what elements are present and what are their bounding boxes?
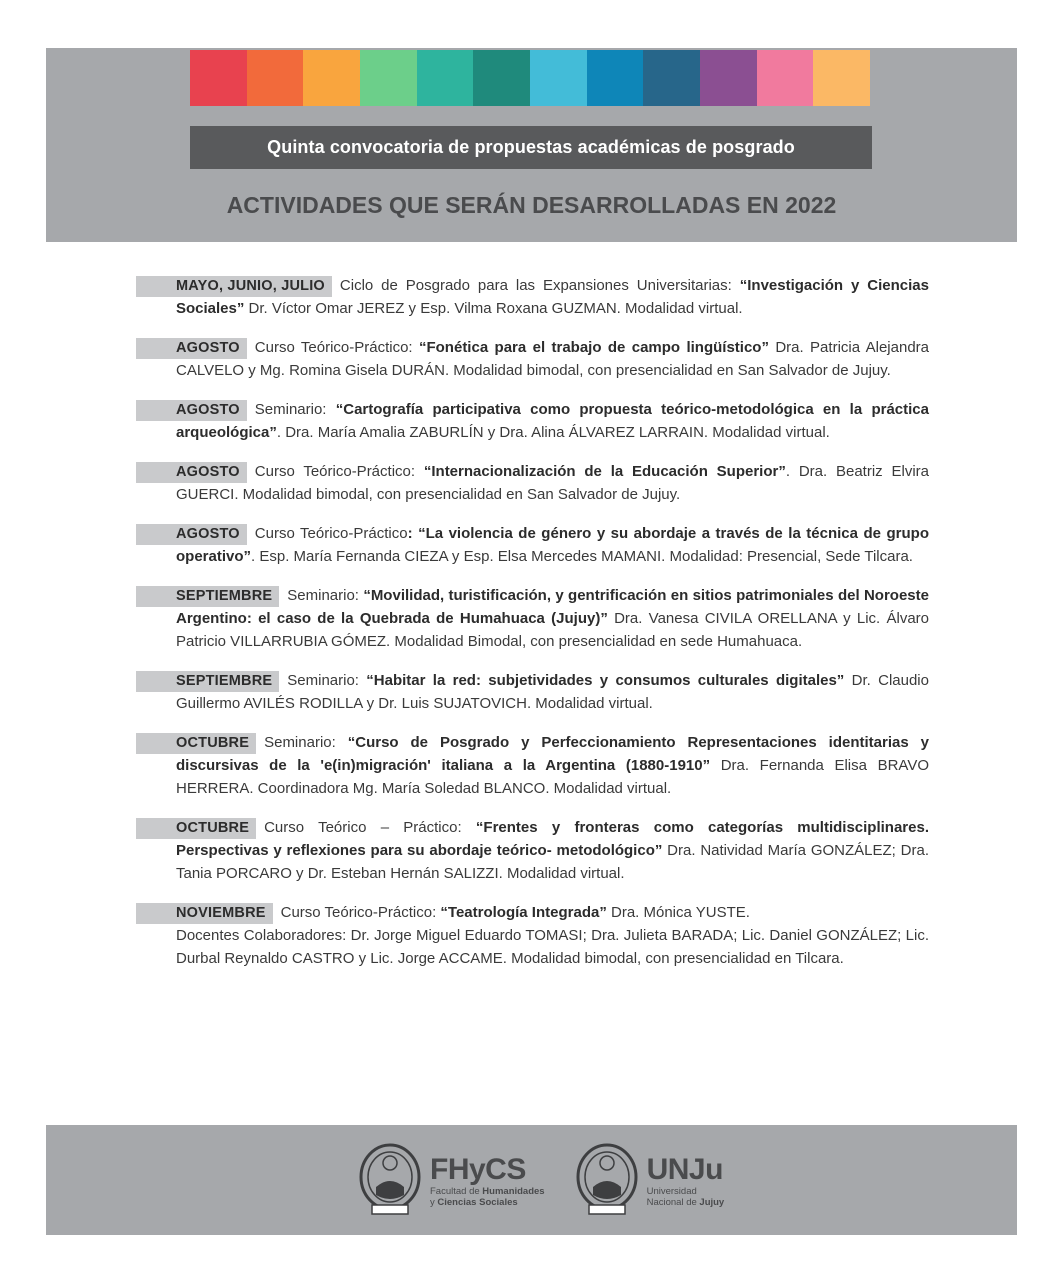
- activity-text: [176, 584, 929, 653]
- color-stripe: [587, 50, 644, 106]
- activity-type: Seminario:: [287, 672, 367, 689]
- color-stripe: [360, 50, 417, 106]
- activity-entry: [136, 731, 929, 800]
- activity-type: Curso Teórico-Práctico:: [254, 463, 424, 480]
- color-stripes: [190, 50, 870, 106]
- activity-details: Dra. Fernanda Elisa BRAVO HERRERA. Coordinadora Mg. María Soledad BLANCO. Modalidad virtual.: [176, 757, 929, 797]
- activity-title: “Fonética para el trabajo de campo lingüístico”: [418, 339, 769, 356]
- activity-type: Ciclo de Posgrado para las Expansiones Universitarias:: [339, 277, 740, 294]
- subtitle-box: [190, 126, 872, 169]
- activity-details: Dr. Víctor Omar JEREZ y Esp. Vilma Roxana GUZMAN. Modalidad virtual.: [244, 300, 743, 317]
- month-label: OCTUBRE: [136, 733, 256, 754]
- logos: [358, 1139, 724, 1223]
- activity-type: Curso Teórico-Práctico: [254, 525, 408, 542]
- unju-name: UNJu: [646, 1153, 723, 1186]
- activity-title: “Internacionalización de la Educación Superior”: [423, 463, 786, 480]
- unju-seal-icon: [575, 1141, 639, 1221]
- fhycs-name: FHyCS: [430, 1153, 526, 1186]
- activity-entry: [136, 522, 929, 568]
- activity-type: Curso Teórico – Práctico:: [264, 819, 476, 836]
- activity-details: Dra. Natividad María GONZÁLEZ; Dra. Tania PORCARO y Dr. Esteban Hernán SALIZZI. Modalidad virtual.: [176, 842, 929, 882]
- month-label: AGOSTO: [136, 462, 247, 483]
- activity-details: Dr. Claudio Guillermo AVILÉS RODILLA y Dr. Luis SUJATOVICH. Modalidad virtual.: [176, 672, 929, 712]
- color-stripe: [700, 50, 757, 106]
- activity-text: [176, 336, 929, 382]
- page-title: ACTIVIDADES QUE SERÁN DESARROLLADAS EN 2022: [226, 192, 837, 218]
- color-stripe: [303, 50, 360, 106]
- color-stripe: [813, 50, 870, 106]
- activity-text: [176, 398, 929, 444]
- unju-line1: Universidad: [646, 1186, 697, 1197]
- activity-text: [176, 731, 929, 800]
- unju-line2: Nacional de Jujuy: [646, 1197, 725, 1208]
- color-stripe: [247, 50, 304, 106]
- fhycs-brand: [430, 1154, 545, 1208]
- activity-text: [176, 460, 929, 506]
- month-label: AGOSTO: [136, 400, 247, 421]
- activity-title: “Teatrología Integrada”: [440, 904, 607, 921]
- activity-entry: [136, 584, 929, 653]
- activity-text: [176, 669, 929, 715]
- activity-text: [176, 816, 929, 885]
- activity-title: “Curso de Posgrado y Perfeccionamiento Representaciones identitarias y discursivas de la 'e(in)migración' italiana a la Argentina (1880-1910”: [176, 734, 929, 774]
- unju-brand: [647, 1154, 725, 1208]
- subtitle: Quinta convocatoria de propuestas académicas de posgrado: [267, 137, 795, 157]
- color-stripe: [473, 50, 530, 106]
- activity-entry: [136, 460, 929, 506]
- activity-title: “Movilidad, turistificación, y gentrificación en sitios patrimoniales del Noroeste Argentino: el caso de la Quebrada de Humahuaca (Jujuy)”: [176, 587, 929, 627]
- fhycs-line2: y Ciencias Sociales: [430, 1197, 518, 1208]
- activity-details: . Dra. Beatriz Elvira GUERCI. Modalidad bimodal, con presencialidad en San Salvador de Jujuy.: [176, 463, 929, 503]
- month-label: SEPTIEMBRE: [136, 671, 279, 692]
- activity-details: Dra. Mónica YUSTE.: [606, 904, 750, 921]
- activity-type: Curso Teórico-Práctico:: [254, 339, 419, 356]
- header-banner: [46, 48, 1017, 242]
- activity-text: [176, 901, 929, 924]
- activity-details: . Esp. María Fernanda CIEZA y Esp. Elsa Mercedes MAMANI. Modalidad: Presencial, Sede Tilcara.: [251, 548, 913, 565]
- activity-entry: [136, 398, 929, 444]
- month-label: AGOSTO: [136, 524, 247, 545]
- color-stripe: [530, 50, 587, 106]
- activity-text: [176, 274, 929, 320]
- footer-banner: [46, 1125, 1017, 1235]
- activity-text: [176, 522, 929, 568]
- color-stripe: [190, 50, 247, 106]
- activity-title: “Cartografía participativa como propuesta teórico-metodológica en la práctica arqueológica”: [176, 401, 929, 441]
- activity-details: . Dra. María Amalia ZABURLÍN y Dra. Alina ÁLVAREZ LARRAIN. Modalidad virtual.: [276, 424, 830, 441]
- activity-details: Dra. Patricia Alejandra CALVELO y Mg. Romina Gisela DURÁN. Modalidad bimodal, con presencialidad en San Salvador de Jujuy.: [176, 339, 929, 379]
- month-label: NOVIEMBRE: [136, 903, 273, 924]
- activity-entry: [136, 336, 929, 382]
- activity-title: : “La violencia de género y su abordaje a través de la técnica de grupo operativo”: [176, 525, 930, 565]
- color-stripe: [417, 50, 474, 106]
- activity-extra: Docentes Colaboradores: Dr. Jorge Miguel Eduardo TOMASI; Dra. Julieta BARADA; Lic. Daniel GONZÁLEZ; Lic. Durbal Reynaldo CASTRO y Lic. Jorge ACCAME. Modalidad bimodal, con presencialidad en Tilcara.: [176, 927, 929, 967]
- activity-type: Seminario:: [254, 401, 336, 418]
- month-label: SEPTIEMBRE: [136, 586, 279, 607]
- color-stripe: [643, 50, 700, 106]
- activity-title: “Investigación y Ciencias Sociales”: [176, 277, 929, 317]
- month-label: AGOSTO: [136, 338, 247, 359]
- activities-list: [136, 274, 929, 986]
- color-stripe: [757, 50, 814, 106]
- month-label: OCTUBRE: [136, 818, 256, 839]
- activity-type: Curso Teórico-Práctico:: [280, 904, 441, 921]
- fhycs-line1: Facultad de Humanidades: [430, 1186, 545, 1197]
- activity-title: “Frentes y fronteras como categorías multidisciplinares. Perspectivas y reflexiones para su abordaje teórico- metodológico”: [176, 819, 929, 859]
- activity-entry: [136, 669, 929, 715]
- month-label: MAYO, JUNIO, JULIO: [136, 276, 332, 297]
- activity-entry: [136, 816, 929, 885]
- activity-entry: [136, 274, 929, 320]
- activity-entry: [136, 901, 929, 970]
- fhycs-seal-icon: [358, 1141, 422, 1221]
- activity-title: “Habitar la red: subjetividades y consumos culturales digitales”: [366, 672, 845, 689]
- activity-type: Seminario:: [264, 734, 348, 751]
- activity-details: Dra. Vanesa CIVILA ORELLANA y Lic. Álvaro Patricio VILLARRUBIA GÓMEZ. Modalidad Bimodal, con presencialidad en sede Humahuaca.: [176, 610, 929, 650]
- activity-type: Seminario:: [287, 587, 364, 604]
